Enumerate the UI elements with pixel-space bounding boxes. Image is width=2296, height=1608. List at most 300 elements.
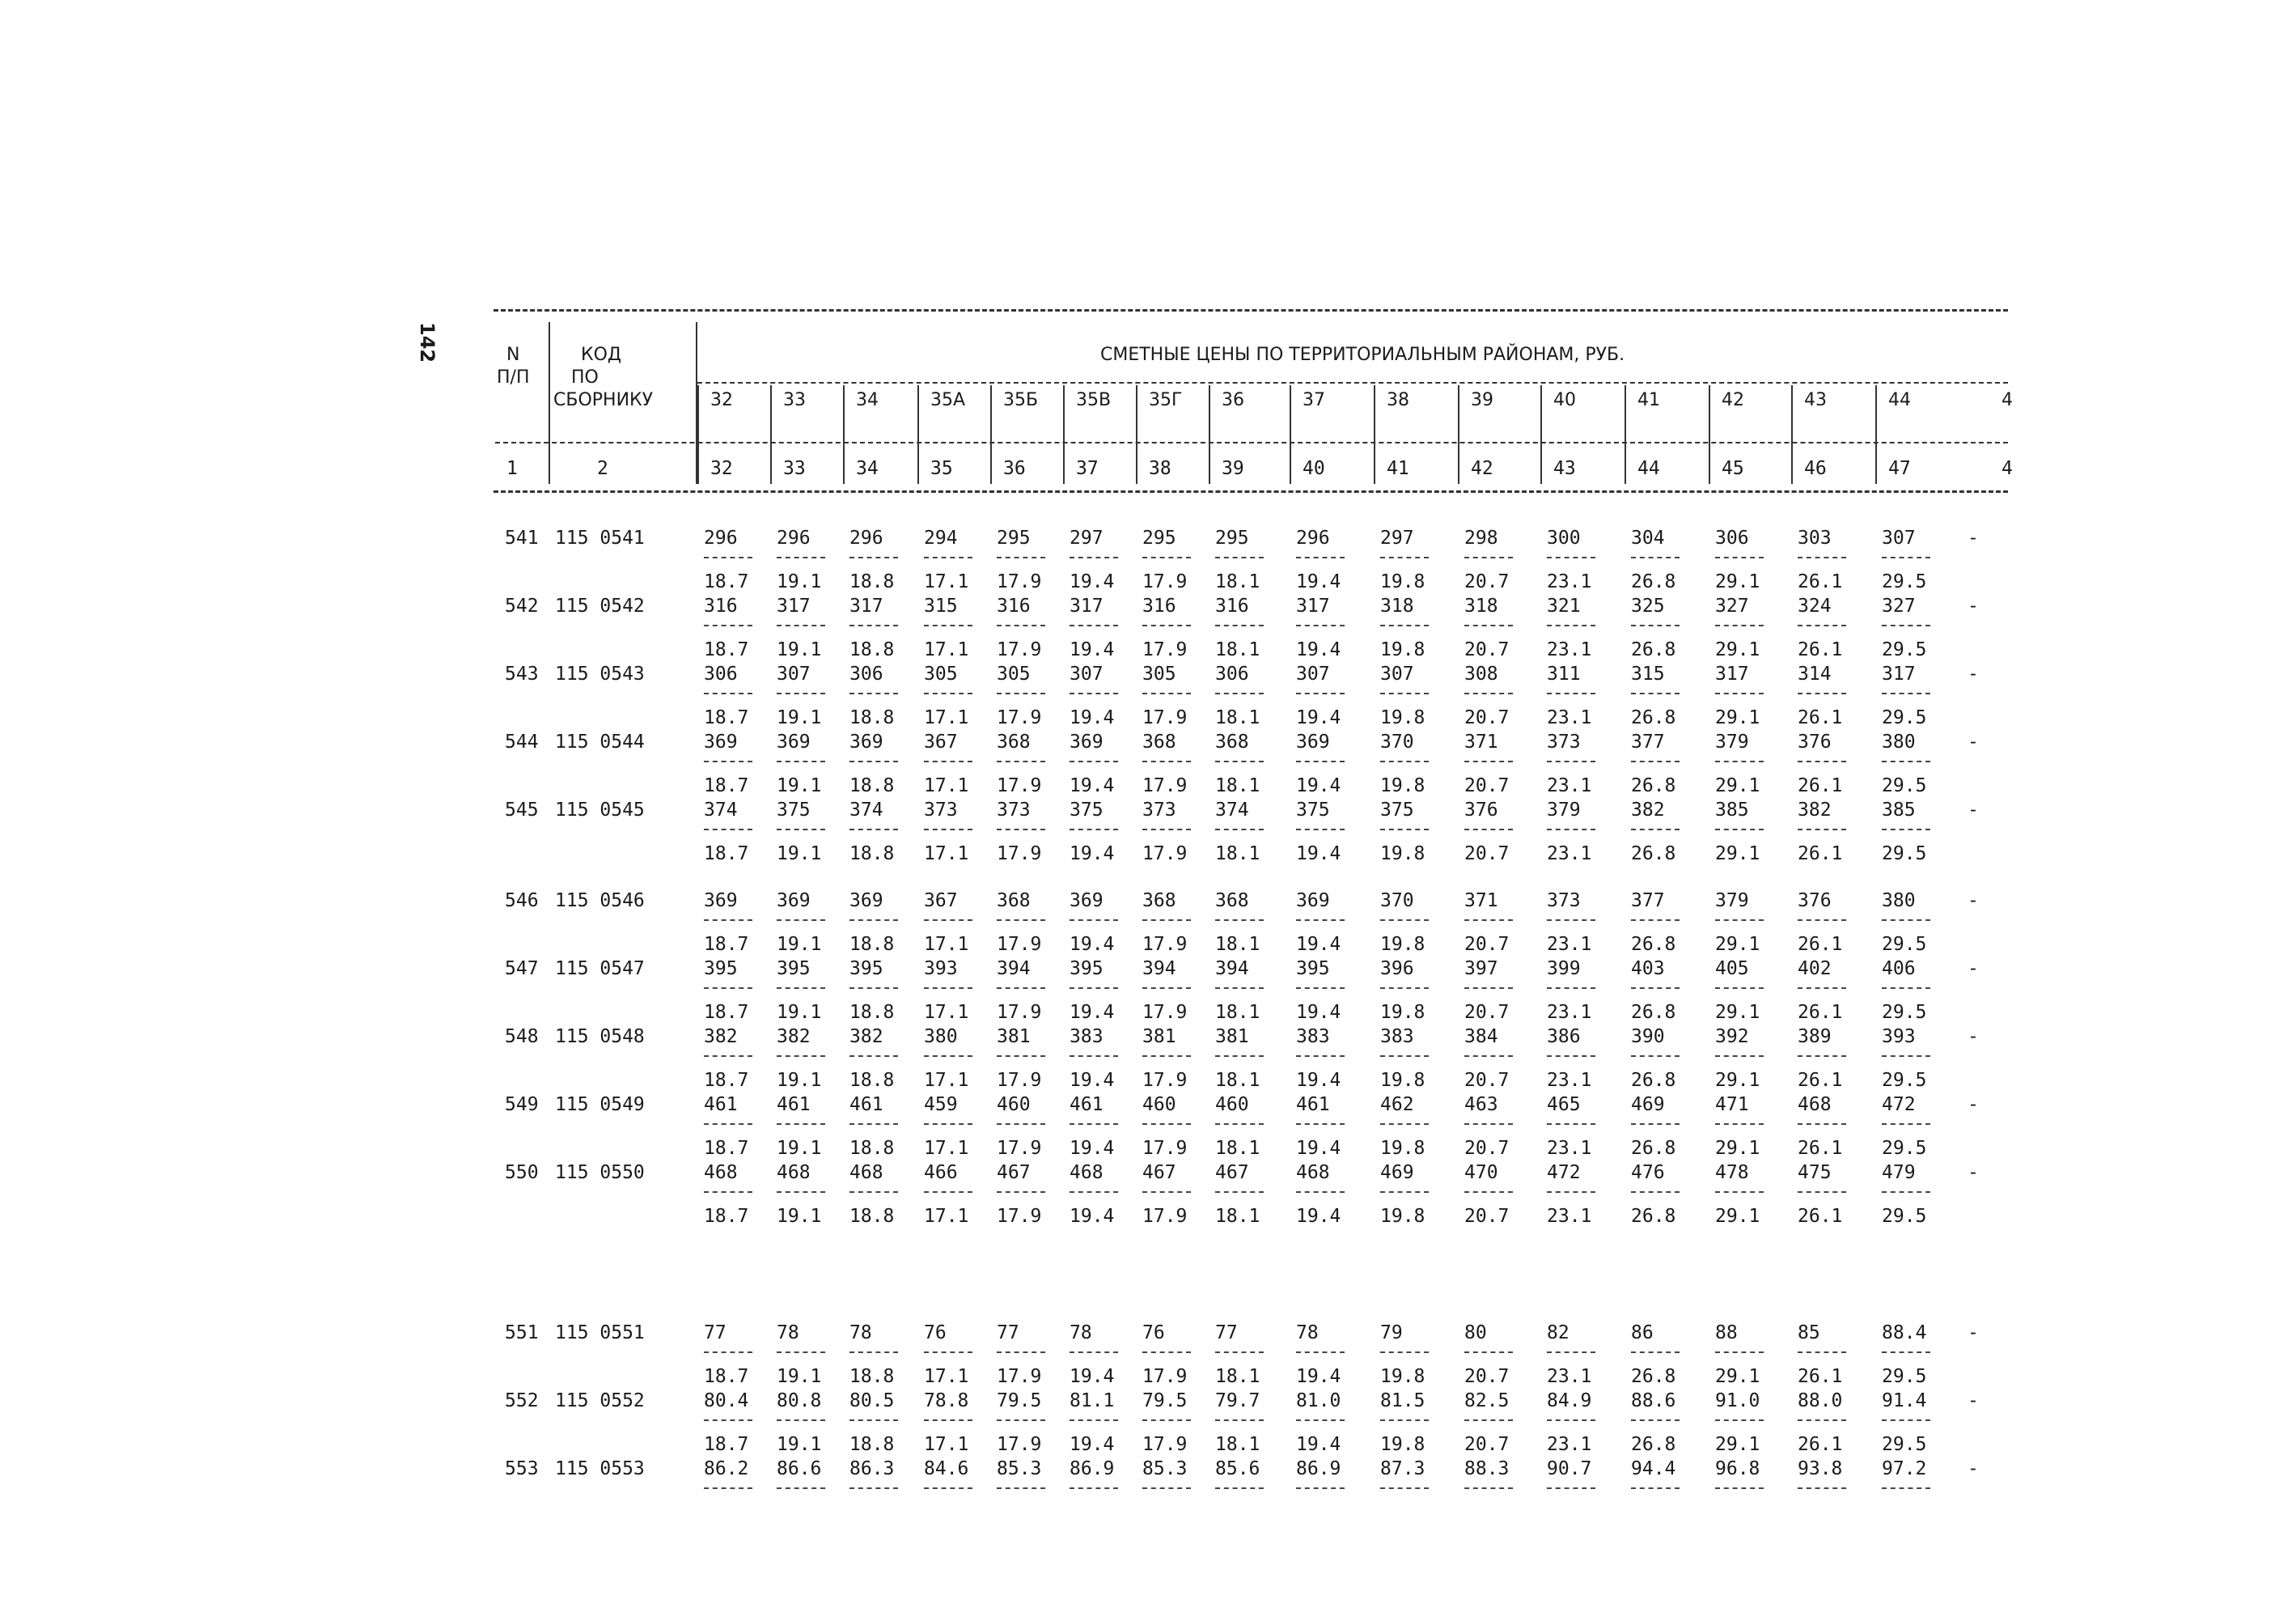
price-value: 379 — [1715, 890, 1749, 911]
coefficient-value: 17.9 — [1142, 1206, 1188, 1227]
fraction-line — [1142, 1123, 1191, 1125]
price-value: 375 — [1380, 800, 1414, 821]
fraction-line — [1296, 693, 1345, 694]
coefficient-value: 19.8 — [1380, 934, 1425, 955]
fraction-line — [1142, 987, 1191, 989]
price-value: 373 — [1547, 732, 1581, 753]
price-value: 78 — [849, 1322, 872, 1343]
coefficient-value: 26.8 — [1631, 843, 1676, 864]
district-header: 37 — [1303, 390, 1325, 410]
fraction-line — [1631, 761, 1680, 762]
fraction-line — [704, 625, 752, 626]
fraction-line — [1464, 1419, 1513, 1421]
row-code: 115 0553 — [555, 1458, 645, 1479]
coefficient-value: 17.9 — [1142, 707, 1188, 728]
coefficient-value: 29.5 — [1882, 571, 1927, 592]
price-value: 81.5 — [1380, 1390, 1425, 1411]
price-value: 382 — [849, 1026, 883, 1047]
fraction-line — [1547, 829, 1595, 830]
price-value: 377 — [1631, 890, 1665, 911]
price-value: 80 — [1464, 1322, 1487, 1343]
price-value: 78 — [777, 1322, 799, 1343]
row-number: 553 — [505, 1458, 539, 1479]
coefficient-value: 19.4 — [1296, 1434, 1341, 1455]
fraction-line — [777, 1055, 825, 1057]
coefficient-value: 19.4 — [1070, 571, 1115, 592]
fraction-line — [1215, 829, 1264, 830]
district-header: 33 — [783, 390, 806, 410]
price-value: 463 — [1464, 1094, 1498, 1115]
fraction-line — [1547, 1123, 1595, 1125]
coefficient-value: 18.7 — [704, 639, 749, 660]
coefficient-value: 19.4 — [1296, 843, 1341, 864]
district-divider — [1709, 385, 1710, 484]
fraction-line — [1631, 1055, 1680, 1057]
price-value: 308 — [1464, 664, 1498, 685]
fraction-line — [849, 1055, 898, 1057]
row-code: 115 0551 — [555, 1322, 645, 1343]
price-value: 85 — [1798, 1322, 1820, 1343]
fraction-line — [1631, 1191, 1680, 1193]
price-value: 468 — [1798, 1094, 1832, 1115]
row-number: 552 — [505, 1390, 539, 1411]
price-value: 296 — [777, 528, 811, 549]
coefficient-value: 18.8 — [849, 1070, 895, 1091]
price-value: 468 — [849, 1162, 883, 1183]
coefficient-value: 29.1 — [1715, 1002, 1760, 1023]
price-value: 369 — [777, 890, 811, 911]
coefficient-value: 26.1 — [1798, 1138, 1843, 1159]
fraction-line — [997, 761, 1045, 762]
fraction-line — [1142, 761, 1191, 762]
price-value: 367 — [924, 732, 958, 753]
fraction-line — [849, 1191, 898, 1193]
fraction-line — [924, 829, 972, 830]
fraction-line — [1882, 1055, 1930, 1057]
coefficient-value: 19.4 — [1070, 1002, 1115, 1023]
coefficient-value: 29.5 — [1882, 1434, 1927, 1455]
fraction-line — [1296, 919, 1345, 921]
fraction-line — [1464, 1351, 1513, 1353]
price-value: 369 — [1070, 890, 1104, 911]
coefficient-value: 19.4 — [1070, 1206, 1115, 1227]
price-value: 93.8 — [1798, 1458, 1843, 1479]
coefficient-value: 26.1 — [1798, 1070, 1843, 1091]
district-divider — [990, 385, 992, 484]
district-header: 36 — [1222, 390, 1244, 410]
price-value: 90.7 — [1547, 1458, 1592, 1479]
fraction-line — [1798, 987, 1846, 989]
fraction-line — [1631, 557, 1680, 558]
coefficient-value: 19.8 — [1380, 1366, 1425, 1387]
price-value: 389 — [1798, 1026, 1832, 1047]
row-number: 543 — [505, 664, 539, 685]
fraction-line — [1215, 1419, 1264, 1421]
coefficient-value: 18.7 — [704, 775, 749, 796]
fraction-line — [997, 1351, 1045, 1353]
price-value: 369 — [1296, 732, 1330, 753]
price-value: 399 — [1547, 958, 1581, 979]
price-value: 86.6 — [777, 1458, 822, 1479]
district-header: 4 — [2002, 390, 2013, 410]
price-value: 390 — [1631, 1026, 1665, 1047]
fraction-line — [1215, 1055, 1264, 1057]
fraction-line — [1070, 987, 1118, 989]
fraction-line — [997, 625, 1045, 626]
price-value: 469 — [1380, 1162, 1414, 1183]
row-code: 115 0541 — [555, 528, 645, 549]
fraction-line — [1631, 1123, 1680, 1125]
fraction-line — [924, 1055, 972, 1057]
price-value: 403 — [1631, 958, 1665, 979]
district-header: 35Г — [1149, 390, 1183, 410]
coefficient-value: 29.5 — [1882, 843, 1927, 864]
price-value: 94.4 — [1631, 1458, 1676, 1479]
price-value: 369 — [704, 732, 738, 753]
fraction-line — [777, 1351, 825, 1353]
fraction-line — [1547, 1351, 1595, 1353]
fraction-line — [1631, 1419, 1680, 1421]
coefficient-value: 26.1 — [1798, 1002, 1843, 1023]
coefficient-value: 26.8 — [1631, 639, 1676, 660]
price-value: 88.3 — [1464, 1458, 1510, 1479]
col-number-2: 2 — [597, 458, 608, 479]
price-value: 461 — [777, 1094, 811, 1115]
fraction-line — [777, 1191, 825, 1193]
fraction-line — [1296, 1123, 1345, 1125]
price-value: 88.4 — [1882, 1322, 1927, 1343]
price-value: 306 — [1715, 528, 1749, 549]
fraction-line — [997, 1191, 1045, 1193]
fraction-line — [997, 1123, 1045, 1125]
coefficient-value: 18.1 — [1215, 1070, 1260, 1091]
fraction-line — [1798, 1123, 1846, 1125]
district-col-number: 42 — [1471, 458, 1493, 479]
coefficient-value: 18.7 — [704, 571, 749, 592]
coefficient-value: 20.7 — [1464, 1070, 1510, 1091]
coefficient-value: 18.8 — [849, 843, 895, 864]
price-value: 396 — [1380, 958, 1414, 979]
fraction-line — [1798, 1055, 1846, 1057]
coefficient-value: 18.1 — [1215, 1366, 1260, 1387]
coefficient-value: 19.8 — [1380, 1070, 1425, 1091]
price-value: 79.7 — [1215, 1390, 1260, 1411]
fraction-line — [1547, 625, 1595, 626]
coefficient-value: 26.1 — [1798, 1434, 1843, 1455]
coefficient-value: 19.8 — [1380, 1206, 1425, 1227]
price-value: 295 — [1142, 528, 1176, 549]
district-header: 39 — [1471, 390, 1493, 410]
coefficient-value: 17.9 — [997, 1366, 1042, 1387]
price-value: 471 — [1715, 1094, 1749, 1115]
coefficient-value: 26.8 — [1631, 1434, 1676, 1455]
price-value: 369 — [849, 890, 883, 911]
price-value: 395 — [1070, 958, 1104, 979]
coefficient-value: 29.5 — [1882, 639, 1927, 660]
fraction-line — [1464, 1487, 1513, 1489]
price-value: 374 — [704, 800, 738, 821]
coefficient-value: 18.1 — [1215, 843, 1260, 864]
price-value: 78 — [1296, 1322, 1319, 1343]
coefficient-value: 26.8 — [1631, 1206, 1676, 1227]
price-value: 306 — [1215, 664, 1249, 685]
coefficient-value: 19.8 — [1380, 1002, 1425, 1023]
coefficient-value: 19.1 — [777, 707, 822, 728]
fraction-line — [1380, 693, 1429, 694]
coefficient-value: 17.1 — [924, 775, 969, 796]
fraction-line — [1464, 1123, 1513, 1125]
coefficient-value: 29.1 — [1715, 707, 1760, 728]
price-value: 379 — [1547, 800, 1581, 821]
coefficient-value: 29.1 — [1715, 639, 1760, 660]
coefficient-value: 18.7 — [704, 1138, 749, 1159]
price-value: 368 — [997, 732, 1031, 753]
price-value: 79 — [1380, 1322, 1403, 1343]
coefficient-value: 26.8 — [1631, 1138, 1676, 1159]
coefficient-value: 26.8 — [1631, 571, 1676, 592]
price-value: 296 — [1296, 528, 1330, 549]
district-col-number: 34 — [856, 458, 879, 479]
fraction-line — [924, 1419, 972, 1421]
coefficient-value: 17.1 — [924, 1206, 969, 1227]
coefficient-value: 19.1 — [777, 1434, 822, 1455]
fraction-line — [704, 557, 752, 558]
fraction-line — [1715, 919, 1764, 921]
price-value: 383 — [1296, 1026, 1330, 1047]
fraction-line — [1631, 1351, 1680, 1353]
price-value: 78 — [1070, 1322, 1092, 1343]
fraction-line — [1070, 1351, 1118, 1353]
price-value: 77 — [997, 1322, 1019, 1343]
fraction-line — [997, 1487, 1045, 1489]
price-value: 307 — [1296, 664, 1330, 685]
row-number: 542 — [505, 596, 539, 617]
row-code: 115 0547 — [555, 958, 645, 979]
fraction-line — [1380, 557, 1429, 558]
fraction-line — [1715, 987, 1764, 989]
fraction-line — [1464, 919, 1513, 921]
fraction-line — [1547, 761, 1595, 762]
coefficient-value: 17.9 — [997, 1138, 1042, 1159]
coefficient-value: 17.9 — [1142, 639, 1188, 660]
fraction-line — [1070, 1191, 1118, 1193]
fraction-line — [1882, 693, 1930, 694]
coefficient-value: 20.7 — [1464, 1434, 1510, 1455]
price-value: 406 — [1882, 958, 1916, 979]
fraction-line — [1380, 1191, 1429, 1193]
price-value: 86.9 — [1296, 1458, 1341, 1479]
price-value: 78.8 — [924, 1390, 969, 1411]
coefficient-value: 18.8 — [849, 775, 895, 796]
price-value: 472 — [1547, 1162, 1581, 1183]
coefficient-value: 19.4 — [1296, 934, 1341, 955]
fraction-line — [1631, 693, 1680, 694]
fraction-line — [997, 987, 1045, 989]
fraction-line — [1070, 693, 1118, 694]
fraction-line — [1215, 693, 1264, 694]
fraction-line — [1882, 919, 1930, 921]
price-value: 373 — [924, 800, 958, 821]
price-value: 375 — [1296, 800, 1330, 821]
coefficient-value: 19.4 — [1296, 775, 1341, 796]
coefficient-value: 26.1 — [1798, 639, 1843, 660]
fraction-line — [1215, 1123, 1264, 1125]
coefficient-value: 18.8 — [849, 639, 895, 660]
fraction-line — [1547, 557, 1595, 558]
coefficient-value: 19.4 — [1070, 707, 1115, 728]
span-title: СМЕТНЫЕ ЦЕНЫ ПО ТЕРРИТОРИАЛЬНЫМ РАЙОНАМ, РУБ. — [1100, 345, 1625, 365]
coefficient-value: 26.1 — [1798, 775, 1843, 796]
price-value: 373 — [1142, 800, 1176, 821]
price-value: 317 — [1296, 596, 1330, 617]
fraction-line — [1380, 919, 1429, 921]
price-value: 369 — [849, 732, 883, 753]
coefficient-value: 23.1 — [1547, 571, 1592, 592]
row-code: 115 0552 — [555, 1390, 645, 1411]
fraction-line — [1142, 829, 1191, 830]
coefficient-value: 18.7 — [704, 1070, 749, 1091]
price-value: 380 — [924, 1026, 958, 1047]
fraction-line — [777, 1123, 825, 1125]
district-header: 32 — [710, 390, 733, 410]
district-divider — [1136, 385, 1137, 484]
price-value: 91.4 — [1882, 1390, 1927, 1411]
coefficient-value: 17.9 — [997, 775, 1042, 796]
fraction-line — [849, 829, 898, 830]
row-number: 548 — [505, 1026, 539, 1047]
district-header: 44 — [1888, 390, 1911, 410]
coefficient-value: 18.7 — [704, 1366, 749, 1387]
price-value: 374 — [849, 800, 883, 821]
row-number: 550 — [505, 1162, 539, 1183]
coefficient-value: 19.1 — [777, 571, 822, 592]
fraction-line — [1070, 625, 1118, 626]
fraction-line — [1631, 1487, 1680, 1489]
price-value: 368 — [1215, 890, 1249, 911]
district-col-number: 47 — [1888, 458, 1911, 479]
coefficient-value: 17.1 — [924, 1366, 969, 1387]
price-value: 376 — [1464, 800, 1498, 821]
price-value: 80.8 — [777, 1390, 822, 1411]
coefficient-value: 18.1 — [1215, 1002, 1260, 1023]
fraction-line — [1070, 1123, 1118, 1125]
row-end-dash: - — [1968, 1390, 1979, 1411]
fraction-line — [849, 987, 898, 989]
coefficient-value: 20.7 — [1464, 707, 1510, 728]
coefficient-value: 17.9 — [997, 1002, 1042, 1023]
price-value: 385 — [1882, 800, 1916, 821]
price-value: 376 — [1798, 732, 1832, 753]
fraction-line — [1882, 761, 1930, 762]
fraction-line — [1296, 761, 1345, 762]
fraction-line — [777, 557, 825, 558]
fraction-line — [1296, 625, 1345, 626]
fraction-line — [1798, 761, 1846, 762]
price-value: 96.8 — [1715, 1458, 1760, 1479]
price-value: 467 — [1215, 1162, 1249, 1183]
coefficient-value: 19.1 — [777, 1366, 822, 1387]
fraction-line — [1296, 987, 1345, 989]
price-value: 393 — [1882, 1026, 1916, 1047]
price-value: 461 — [1296, 1094, 1330, 1115]
coefficient-value: 17.9 — [1142, 1366, 1188, 1387]
price-value: 394 — [1142, 958, 1176, 979]
coefficient-value: 29.1 — [1715, 1366, 1760, 1387]
price-value: 305 — [924, 664, 958, 685]
coefficient-value: 17.1 — [924, 1138, 969, 1159]
coefficient-value: 23.1 — [1547, 639, 1592, 660]
fraction-line — [704, 1487, 752, 1489]
coefficient-value: 18.7 — [704, 843, 749, 864]
fraction-line — [1380, 1351, 1429, 1353]
coefficient-value: 29.5 — [1882, 1138, 1927, 1159]
fraction-line — [1464, 829, 1513, 830]
fraction-line — [1142, 1487, 1191, 1489]
price-value: 81.1 — [1070, 1390, 1115, 1411]
price-value: 368 — [997, 890, 1031, 911]
district-header: 35В — [1076, 390, 1112, 410]
fraction-line — [849, 1351, 898, 1353]
price-value: 79.5 — [1142, 1390, 1188, 1411]
coefficient-value: 17.1 — [924, 1070, 969, 1091]
fraction-line — [1215, 987, 1264, 989]
fraction-line — [1798, 1487, 1846, 1489]
coefficient-value: 26.8 — [1631, 775, 1676, 796]
fraction-line — [1547, 919, 1595, 921]
price-value: 470 — [1464, 1162, 1498, 1183]
fraction-line — [1715, 829, 1764, 830]
coefficient-value: 26.8 — [1631, 1366, 1676, 1387]
coefficient-value: 18.1 — [1215, 1138, 1260, 1159]
district-col-number: 46 — [1804, 458, 1827, 479]
price-value: 465 — [1547, 1094, 1581, 1115]
fraction-line — [924, 919, 972, 921]
coefficient-value: 20.7 — [1464, 639, 1510, 660]
fraction-line — [1715, 1123, 1764, 1125]
coefficient-value: 17.1 — [924, 707, 969, 728]
coefficient-value: 18.7 — [704, 1002, 749, 1023]
fraction-line — [1882, 829, 1930, 830]
fraction-line — [704, 1191, 752, 1193]
price-value: 383 — [1070, 1026, 1104, 1047]
price-value: 317 — [1715, 664, 1749, 685]
fraction-line — [1296, 1055, 1345, 1057]
price-value: 382 — [777, 1026, 811, 1047]
district-col-number: 37 — [1076, 458, 1099, 479]
coefficient-value: 17.1 — [924, 571, 969, 592]
price-value: 394 — [1215, 958, 1249, 979]
price-value: 88 — [1715, 1322, 1738, 1343]
coefficient-value: 18.8 — [849, 707, 895, 728]
district-divider — [1540, 385, 1542, 484]
fraction-line — [704, 1055, 752, 1057]
price-value: 386 — [1547, 1026, 1581, 1047]
fraction-line — [1715, 693, 1764, 694]
price-value: 297 — [1380, 528, 1414, 549]
price-value: 371 — [1464, 732, 1498, 753]
fraction-line — [777, 1487, 825, 1489]
fraction-line — [1142, 919, 1191, 921]
price-value: 469 — [1631, 1094, 1665, 1115]
price-value: 317 — [1070, 596, 1104, 617]
price-value: 76 — [924, 1322, 947, 1343]
district-divider — [1063, 385, 1065, 484]
fraction-line — [924, 761, 972, 762]
row-code: 115 0543 — [555, 664, 645, 685]
fraction-line — [1142, 1055, 1191, 1057]
coefficient-value: 17.9 — [997, 639, 1042, 660]
coefficient-value: 29.1 — [1715, 571, 1760, 592]
